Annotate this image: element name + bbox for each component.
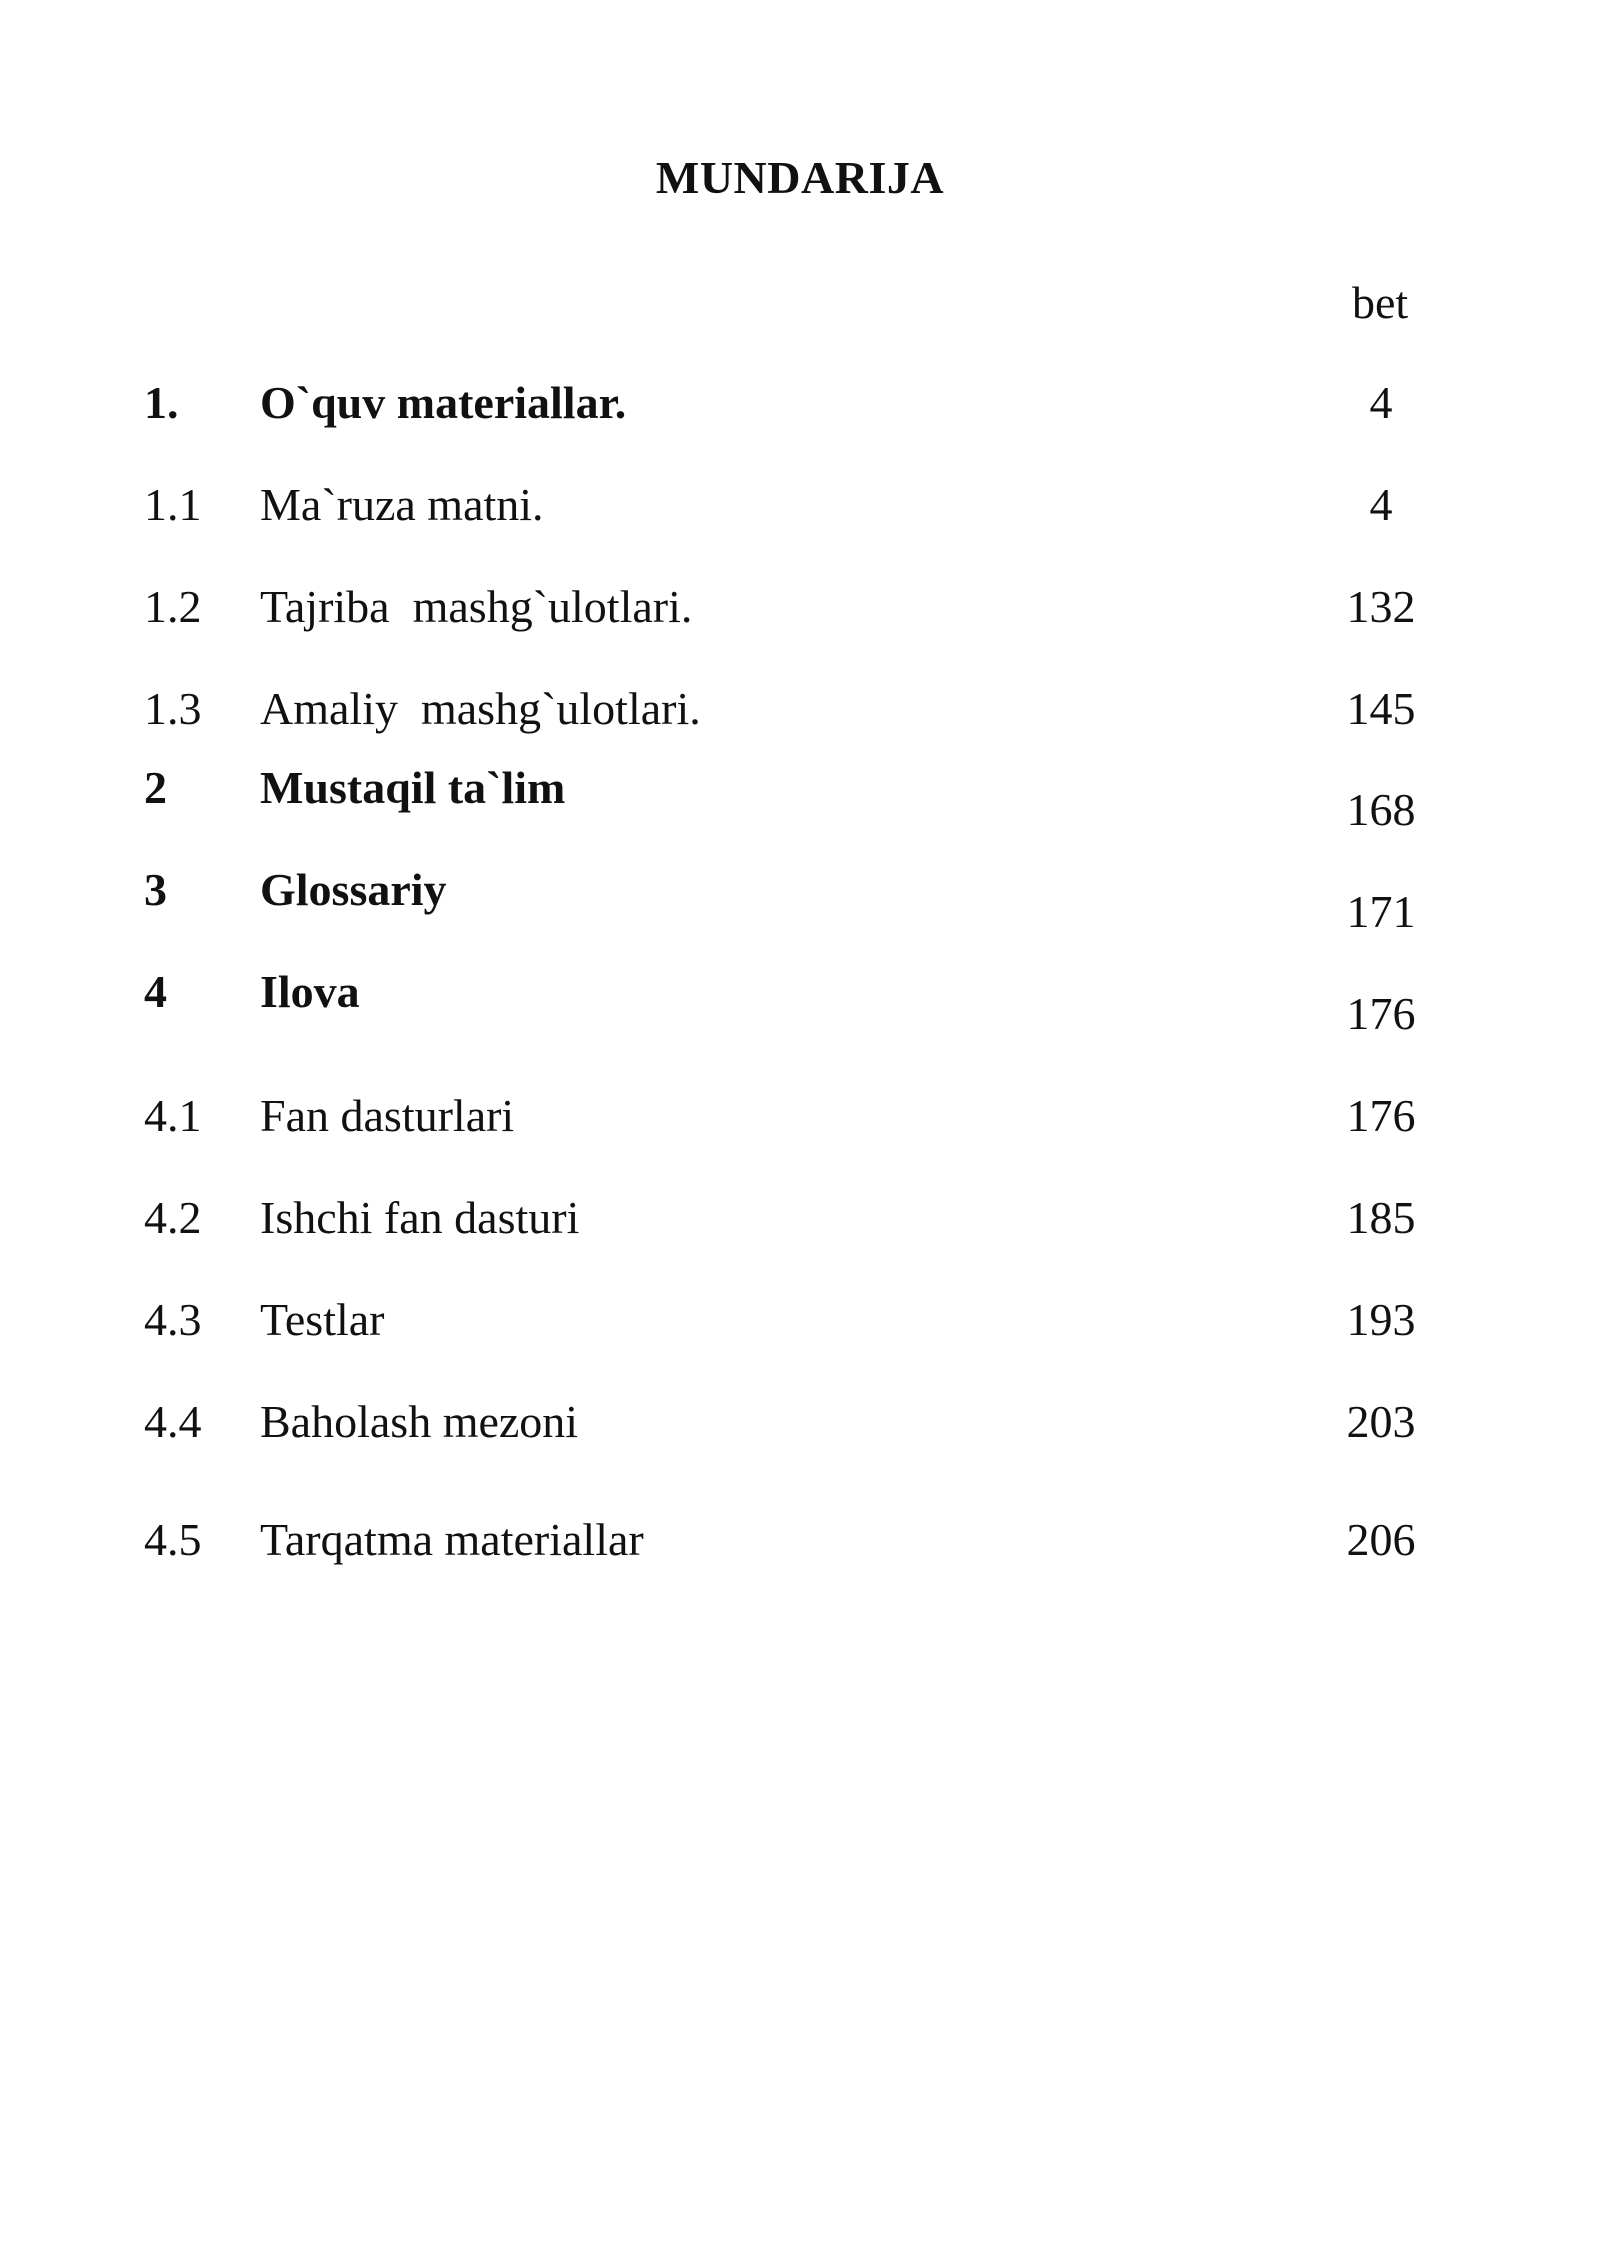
toc-entry-label: Glossariy	[260, 864, 447, 915]
toc-entry-label: Mustaqil ta`lim	[260, 762, 566, 813]
toc-entry-page: 176	[1346, 988, 1416, 1039]
toc-entry-page: 193	[1346, 1294, 1416, 1345]
toc-entry-label: Ilova	[260, 966, 360, 1017]
toc-entry	[0, 760, 1600, 835]
toc-entry-label: Ma`ruza matni.	[260, 479, 544, 530]
toc-entry-number: 1.2	[144, 581, 202, 632]
toc-entry-number: 4.2	[144, 1192, 202, 1243]
toc-entry	[0, 1512, 1600, 1572]
toc-entry-label: Tajriba mashg`ulotlari.	[260, 581, 693, 632]
toc-entry	[0, 375, 1600, 435]
toc-entry-page: 132	[1346, 581, 1416, 632]
toc-entry-page: 176	[1346, 1090, 1416, 1141]
toc-entry-number: 3	[144, 864, 167, 915]
toc-entry-number: 4.3	[144, 1294, 202, 1345]
toc-entry-page: 145	[1346, 683, 1416, 734]
toc-entry-label: Testlar	[260, 1294, 385, 1345]
toc-entry-page: 171	[1346, 886, 1416, 937]
toc-entry	[0, 1292, 1600, 1352]
toc-entry-label: Baholash mezoni	[260, 1396, 579, 1447]
toc-entry-number: 1.1	[144, 479, 202, 530]
toc-entry	[0, 477, 1600, 537]
page-column-header: bet	[1352, 277, 1409, 328]
toc-entry	[0, 579, 1600, 639]
toc-entry	[0, 862, 1600, 937]
toc-entry	[0, 1394, 1600, 1454]
toc-entry-label: Ishchi fan dasturi	[260, 1192, 580, 1243]
toc-entry-page: 203	[1346, 1396, 1416, 1447]
toc-entry-number: 4	[144, 966, 167, 1017]
toc-entry-page: 4	[1369, 377, 1393, 428]
toc-entry-number: 4.1	[144, 1090, 202, 1141]
toc-entry-label: Amaliy mashg`ulotlari.	[260, 683, 701, 734]
toc-entry-number: 4.4	[144, 1396, 202, 1447]
toc-entry-number: 2	[144, 762, 167, 813]
toc-entry	[0, 681, 1600, 741]
toc-entry-number: 4.5	[144, 1514, 202, 1565]
toc-entry	[0, 1190, 1600, 1250]
page-title: MUNDARIJA	[655, 152, 945, 203]
toc-entry-page: 185	[1346, 1192, 1416, 1243]
toc-entry-label: Tarqatma materiallar	[260, 1514, 644, 1565]
toc-entry	[0, 1088, 1600, 1148]
toc-entry-page: 168	[1346, 784, 1416, 835]
toc-entry-label: Fan dasturlari	[260, 1090, 515, 1141]
toc-entry-page: 4	[1369, 479, 1393, 530]
toc-entry-page: 206	[1346, 1514, 1416, 1565]
toc-entry-number: 1.3	[144, 683, 202, 734]
toc-entry-label: O`quv materiallar.	[260, 377, 627, 428]
toc-entry-number: 1.	[144, 377, 179, 428]
toc-entry	[0, 964, 1600, 1039]
